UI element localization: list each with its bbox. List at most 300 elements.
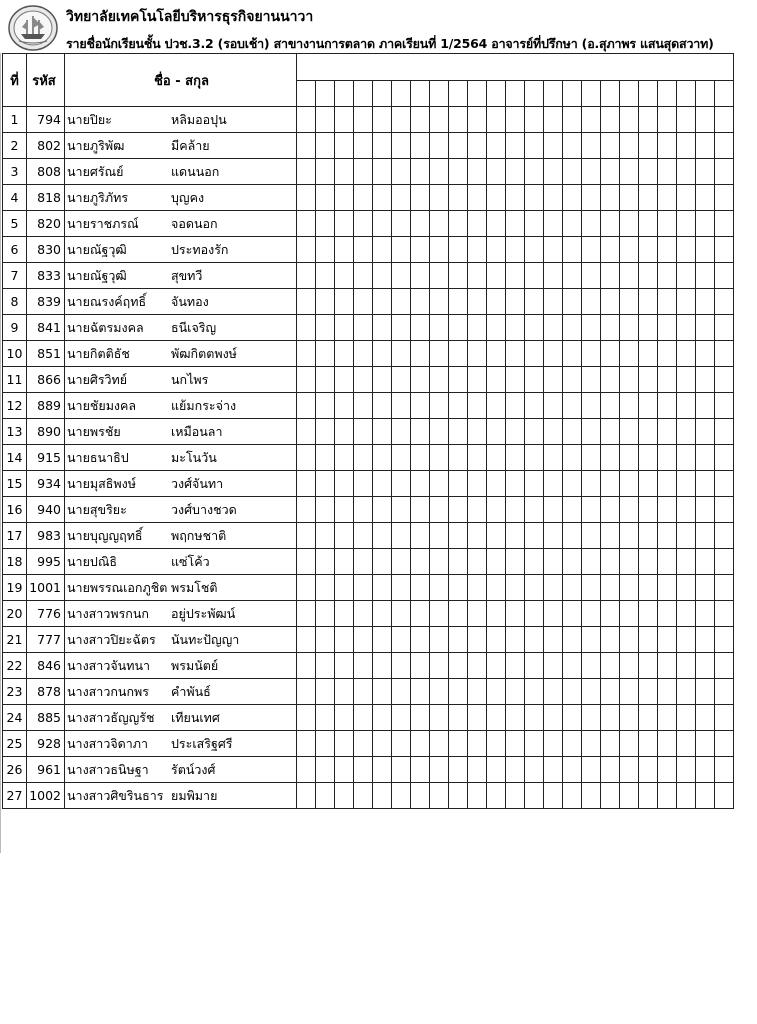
attendance-cell: [449, 445, 468, 471]
attendance-cell: [449, 237, 468, 263]
document-title: รายชื่อนักเรียนชั้น ปวช.3.2 (รอบเช้า) สาขางานการตลาด ภาคเรียนที่ 1/2564 อาจารย์ที่ปรึกษา (อ.สุภาพร แสนสุดสวาท): [66, 36, 714, 51]
student-last-name: แย้มกระจ่าง: [171, 397, 237, 413]
student-id: 777: [27, 627, 65, 653]
student-name: [65, 549, 297, 575]
attendance-cell: [449, 757, 468, 783]
attendance-cell: [506, 419, 525, 445]
attendance-cell: [487, 471, 506, 497]
blank-header-cell: [639, 81, 658, 107]
attendance-cell: [658, 783, 677, 809]
attendance-cell: [487, 367, 506, 393]
attendance-cell: [468, 575, 487, 601]
attendance-cell: [335, 679, 354, 705]
student-first-name: นายกิตติธัช: [67, 345, 130, 361]
student-first-name: นายณรงค์ฤทธิ์: [67, 293, 147, 309]
attendance-cell: [525, 211, 544, 237]
attendance-cell: [335, 653, 354, 679]
attendance-cell: [715, 523, 734, 549]
attendance-cell: [392, 393, 411, 419]
student-id: 820: [27, 211, 65, 237]
attendance-cell: [297, 653, 316, 679]
student-first-name: นางสาวกนกพร: [67, 683, 149, 699]
attendance-cell: [316, 627, 335, 653]
row-number: 8: [3, 289, 27, 315]
attendance-cell: [639, 627, 658, 653]
student-last-name: แดนนอก: [171, 163, 220, 179]
attendance-cell: [449, 367, 468, 393]
attendance-cell: [487, 601, 506, 627]
attendance-cell: [563, 445, 582, 471]
attendance-cell: [354, 783, 373, 809]
student-name: [65, 445, 297, 471]
attendance-cell: [373, 731, 392, 757]
attendance-cell: [373, 471, 392, 497]
attendance-cell: [544, 783, 563, 809]
attendance-cell: [430, 679, 449, 705]
attendance-cell: [430, 185, 449, 211]
attendance-cell: [544, 237, 563, 263]
attendance-cell: [411, 367, 430, 393]
attendance-cell: [335, 159, 354, 185]
attendance-cell: [715, 497, 734, 523]
attendance-cell: [392, 315, 411, 341]
attendance-cell: [335, 731, 354, 757]
student-first-name: นายมุสธิพงษ์: [67, 475, 136, 491]
attendance-cell: [563, 107, 582, 133]
attendance-cell: [582, 159, 601, 185]
student-roster-table: [2, 53, 734, 809]
attendance-cell: [449, 471, 468, 497]
attendance-cell: [525, 575, 544, 601]
attendance-cell: [658, 237, 677, 263]
student-first-name: นายชัยมงคล: [67, 397, 137, 413]
attendance-cell: [354, 341, 373, 367]
attendance-cell: [696, 523, 715, 549]
attendance-cell: [411, 445, 430, 471]
attendance-cell: [411, 237, 430, 263]
attendance-cell: [582, 341, 601, 367]
row-number: 11: [3, 367, 27, 393]
student-id: 818: [27, 185, 65, 211]
student-last-name: รัตน์วงศ์: [171, 761, 216, 777]
attendance-cell: [601, 757, 620, 783]
student-first-name: นายสุขริยะ: [67, 501, 127, 517]
attendance-cell: [335, 133, 354, 159]
attendance-cell: [620, 367, 639, 393]
attendance-cell: [563, 341, 582, 367]
attendance-cell: [430, 471, 449, 497]
row-number: 5: [3, 211, 27, 237]
attendance-cell: [316, 341, 335, 367]
attendance-cell: [506, 497, 525, 523]
attendance-cell: [620, 107, 639, 133]
attendance-cell: [411, 289, 430, 315]
attendance-cell: [696, 679, 715, 705]
attendance-cell: [449, 549, 468, 575]
attendance-cell: [658, 159, 677, 185]
attendance-cell: [696, 549, 715, 575]
attendance-cell: [677, 289, 696, 315]
attendance-cell: [620, 757, 639, 783]
student-name: [65, 185, 297, 211]
attendance-cell: [696, 419, 715, 445]
student-id: 878: [27, 679, 65, 705]
attendance-cell: [525, 237, 544, 263]
attendance-cell: [449, 731, 468, 757]
attendance-cell: [715, 757, 734, 783]
attendance-cell: [563, 263, 582, 289]
attendance-cell: [525, 757, 544, 783]
attendance-cell: [354, 497, 373, 523]
attendance-cell: [316, 211, 335, 237]
attendance-cell: [411, 107, 430, 133]
row-number: 26: [3, 757, 27, 783]
student-first-name: นายณัฐวุฒิ: [67, 241, 127, 257]
attendance-cell: [449, 523, 468, 549]
student-first-name: นายณัฐวุฒิ: [67, 267, 127, 283]
attendance-cell: [525, 393, 544, 419]
attendance-cell: [430, 315, 449, 341]
attendance-cell: [582, 653, 601, 679]
attendance-cell: [373, 679, 392, 705]
attendance-cell: [487, 419, 506, 445]
student-name: [65, 523, 297, 549]
attendance-cell: [563, 237, 582, 263]
attendance-cell: [297, 237, 316, 263]
attendance-cell: [335, 237, 354, 263]
student-last-name: พฤกษชาติ: [171, 527, 227, 543]
attendance-cell: [430, 627, 449, 653]
attendance-cell: [620, 731, 639, 757]
attendance-cell: [601, 341, 620, 367]
attendance-cell: [677, 133, 696, 159]
blank-header-cell: [449, 81, 468, 107]
attendance-cell: [449, 185, 468, 211]
blank-header-cell: [658, 81, 677, 107]
attendance-cell: [582, 601, 601, 627]
attendance-cell: [563, 419, 582, 445]
attendance-cell: [411, 471, 430, 497]
attendance-cell: [392, 679, 411, 705]
attendance-cell: [677, 783, 696, 809]
attendance-cell: [658, 367, 677, 393]
attendance-cell: [544, 601, 563, 627]
attendance-cell: [392, 419, 411, 445]
attendance-cell: [582, 627, 601, 653]
row-number: 6: [3, 237, 27, 263]
attendance-cell: [354, 367, 373, 393]
attendance-cell: [430, 549, 449, 575]
blank-header-cell: [354, 81, 373, 107]
student-name: [65, 653, 297, 679]
attendance-cell: [639, 133, 658, 159]
table-row: [3, 393, 734, 419]
attendance-cell: [354, 549, 373, 575]
attendance-cell: [392, 731, 411, 757]
row-number: 12: [3, 393, 27, 419]
attendance-cell: [563, 523, 582, 549]
student-last-name: หลิมออปุน: [171, 111, 227, 127]
attendance-cell: [430, 237, 449, 263]
attendance-cell: [658, 419, 677, 445]
attendance-cell: [487, 341, 506, 367]
attendance-cell: [620, 497, 639, 523]
student-last-name: นันทะปัญญา: [171, 631, 240, 647]
attendance-cell: [506, 679, 525, 705]
student-first-name: นายภูริภัทร: [67, 189, 129, 205]
attendance-cell: [392, 107, 411, 133]
attendance-cell: [430, 341, 449, 367]
attendance-cell: [677, 627, 696, 653]
student-first-name: นายพรชัย: [67, 423, 121, 439]
student-last-name: เทียนเทศ: [171, 709, 220, 725]
attendance-cell: [715, 263, 734, 289]
attendance-cell: [677, 523, 696, 549]
attendance-cell: [297, 211, 316, 237]
attendance-cell: [525, 471, 544, 497]
attendance-cell: [392, 575, 411, 601]
attendance-cell: [506, 731, 525, 757]
attendance-cell: [563, 757, 582, 783]
student-name: [65, 731, 297, 757]
attendance-cell: [449, 315, 468, 341]
attendance-cell: [620, 575, 639, 601]
attendance-cell: [449, 653, 468, 679]
attendance-cell: [297, 419, 316, 445]
attendance-cell: [563, 133, 582, 159]
attendance-cell: [316, 757, 335, 783]
attendance-cell: [373, 289, 392, 315]
attendance-cell: [316, 601, 335, 627]
attendance-cell: [658, 575, 677, 601]
attendance-cell: [487, 627, 506, 653]
student-first-name: นายปณิธิ: [67, 553, 118, 569]
attendance-cell: [297, 549, 316, 575]
attendance-cell: [297, 601, 316, 627]
attendance-cell: [620, 133, 639, 159]
attendance-cell: [297, 445, 316, 471]
student-id: 889: [27, 393, 65, 419]
attendance-cell: [525, 367, 544, 393]
attendance-cell: [487, 393, 506, 419]
table-row: [3, 627, 734, 653]
student-last-name: พรมนัตย์: [171, 657, 219, 673]
attendance-cell: [639, 341, 658, 367]
blank-header-cell: [696, 81, 715, 107]
student-first-name: นายศรัณย์: [67, 163, 124, 179]
student-name: [65, 367, 297, 393]
student-first-name: นางสาวปิยะฉัตร: [67, 631, 156, 647]
attendance-cell: [373, 315, 392, 341]
blank-header-cell: [506, 81, 525, 107]
attendance-cell: [449, 601, 468, 627]
attendance-cell: [620, 783, 639, 809]
student-name: [65, 575, 297, 601]
blank-header-cell: [392, 81, 411, 107]
student-name: [65, 133, 297, 159]
attendance-cell: [563, 783, 582, 809]
attendance-cell: [544, 575, 563, 601]
attendance-cell: [392, 367, 411, 393]
attendance-cell: [658, 445, 677, 471]
attendance-cell: [468, 211, 487, 237]
attendance-cell: [696, 393, 715, 419]
attendance-cell: [639, 237, 658, 263]
attendance-cell: [582, 757, 601, 783]
attendance-cell: [411, 627, 430, 653]
attendance-cell: [544, 341, 563, 367]
attendance-cell: [715, 731, 734, 757]
attendance-cell: [563, 653, 582, 679]
row-number: 17: [3, 523, 27, 549]
attendance-cell: [563, 705, 582, 731]
student-first-name: นายบุญญฤทธิ์: [67, 527, 143, 543]
attendance-cell: [658, 315, 677, 341]
attendance-cell: [658, 679, 677, 705]
attendance-cell: [544, 653, 563, 679]
row-number: 16: [3, 497, 27, 523]
attendance-cell: [677, 757, 696, 783]
attendance-cell: [601, 419, 620, 445]
attendance-cell: [430, 133, 449, 159]
attendance-cell: [430, 575, 449, 601]
attendance-cell: [354, 445, 373, 471]
student-last-name: จันทอง: [171, 293, 209, 309]
attendance-cell: [677, 185, 696, 211]
attendance-cell: [354, 523, 373, 549]
student-name: [65, 783, 297, 809]
attendance-cell: [620, 211, 639, 237]
student-last-name: แซ่โค้ว: [171, 553, 210, 569]
attendance-cell: [677, 263, 696, 289]
attendance-cell: [601, 549, 620, 575]
attendance-cell: [582, 497, 601, 523]
blank-header-cell: [582, 81, 601, 107]
attendance-cell: [601, 315, 620, 341]
row-number: 18: [3, 549, 27, 575]
attendance-cell: [373, 549, 392, 575]
attendance-cell: [639, 107, 658, 133]
attendance-cell: [563, 679, 582, 705]
attendance-cell: [411, 211, 430, 237]
attendance-cell: [430, 705, 449, 731]
attendance-cell: [677, 471, 696, 497]
attendance-cell: [677, 653, 696, 679]
attendance-cell: [639, 601, 658, 627]
attendance-cell: [620, 289, 639, 315]
attendance-cell: [373, 419, 392, 445]
student-id: 915: [27, 445, 65, 471]
student-last-name: คำพันธ์: [171, 683, 211, 699]
attendance-cell: [430, 367, 449, 393]
attendance-cell: [639, 211, 658, 237]
attendance-cell: [354, 133, 373, 159]
blank-header-cell: [544, 81, 563, 107]
attendance-cell: [297, 289, 316, 315]
attendance-cell: [544, 367, 563, 393]
attendance-cell: [297, 185, 316, 211]
attendance-cell: [601, 627, 620, 653]
attendance-cell: [506, 159, 525, 185]
attendance-cell: [715, 601, 734, 627]
attendance-cell: [620, 393, 639, 419]
attendance-cell: [335, 523, 354, 549]
attendance-cell: [392, 289, 411, 315]
attendance-cell: [715, 315, 734, 341]
attendance-cell: [620, 159, 639, 185]
row-number: 2: [3, 133, 27, 159]
attendance-cell: [658, 705, 677, 731]
attendance-cell: [297, 523, 316, 549]
attendance-cell: [715, 419, 734, 445]
attendance-cell: [544, 757, 563, 783]
attendance-cell: [411, 185, 430, 211]
student-first-name: นายธนาธิป: [67, 449, 129, 465]
attendance-cell: [582, 445, 601, 471]
attendance-cell: [677, 575, 696, 601]
attendance-cell: [506, 315, 525, 341]
attendance-cell: [677, 159, 696, 185]
attendance-cell: [468, 653, 487, 679]
attendance-cell: [316, 653, 335, 679]
attendance-cell: [658, 601, 677, 627]
attendance-cell: [582, 471, 601, 497]
attendance-cell: [620, 679, 639, 705]
attendance-cell: [677, 445, 696, 471]
attendance-cell: [468, 393, 487, 419]
table-row: [3, 497, 734, 523]
attendance-cell: [297, 627, 316, 653]
attendance-cell: [677, 367, 696, 393]
attendance-cell: [468, 367, 487, 393]
attendance-cell: [544, 133, 563, 159]
attendance-cell: [639, 497, 658, 523]
attendance-cell: [335, 289, 354, 315]
attendance-cell: [297, 705, 316, 731]
attendance-cell: [696, 757, 715, 783]
attendance-cell: [335, 601, 354, 627]
student-name: [65, 601, 297, 627]
attendance-cell: [582, 367, 601, 393]
attendance-cell: [525, 419, 544, 445]
attendance-cell: [487, 731, 506, 757]
attendance-cell: [468, 445, 487, 471]
attendance-cell: [563, 497, 582, 523]
attendance-cell: [639, 575, 658, 601]
student-name: [65, 263, 297, 289]
attendance-cell: [658, 523, 677, 549]
row-number: 7: [3, 263, 27, 289]
row-number: 23: [3, 679, 27, 705]
attendance-cell: [373, 575, 392, 601]
attendance-cell: [715, 393, 734, 419]
column-header-name: ชื่อ - สกุล: [65, 54, 297, 107]
attendance-cell: [639, 185, 658, 211]
college-seal-logo: [7, 4, 59, 52]
attendance-cell: [297, 757, 316, 783]
attendance-cell: [715, 341, 734, 367]
attendance-cell: [677, 549, 696, 575]
row-number: 21: [3, 627, 27, 653]
row-number: 3: [3, 159, 27, 185]
attendance-cell: [544, 627, 563, 653]
attendance-cell: [335, 263, 354, 289]
attendance-cell: [411, 497, 430, 523]
student-last-name: ยมพิมาย: [171, 787, 218, 803]
attendance-cell: [297, 497, 316, 523]
attendance-cell: [582, 523, 601, 549]
attendance-cell: [696, 783, 715, 809]
